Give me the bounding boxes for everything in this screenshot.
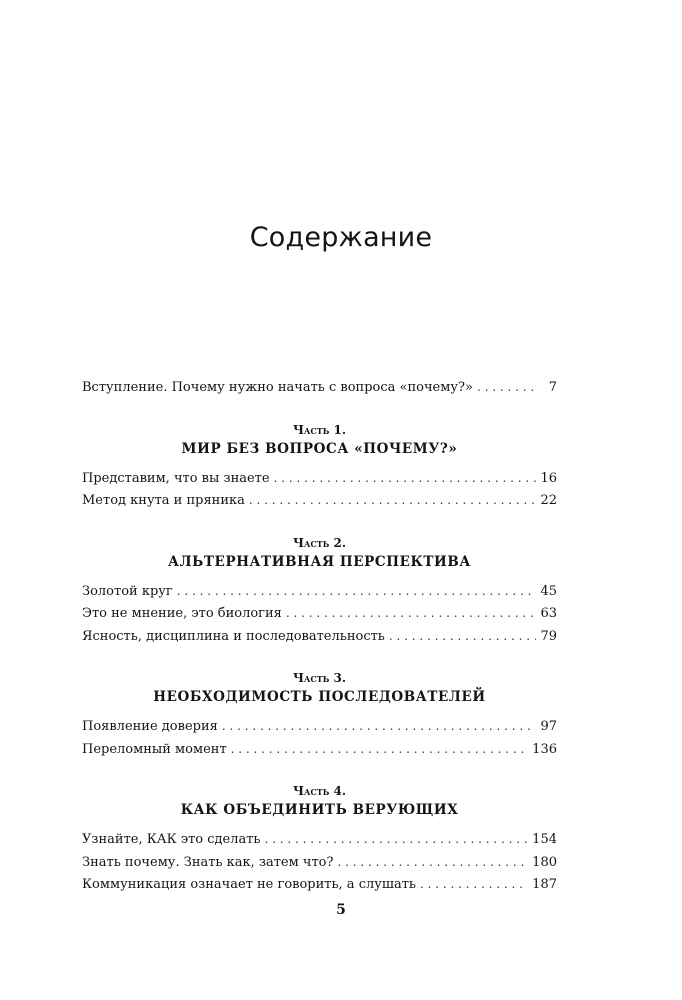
dot-leader	[337, 855, 528, 869]
dot-leader	[231, 742, 529, 756]
toc-entry-page: 63	[540, 606, 557, 621]
dot-leader	[420, 877, 528, 891]
dot-leader	[274, 471, 537, 485]
part-heading-3	[82, 671, 557, 707]
part-title: МИР БЕЗ ВОПРОСА «ПОЧЕМУ?»	[181, 440, 458, 457]
toc-entry-text: Ясность, дисциплина и последовательность	[82, 628, 385, 644]
dot-leader	[265, 832, 529, 846]
toc-entry-text: Представим, что вы знаете	[82, 470, 270, 486]
toc-entry-page: 22	[540, 493, 557, 508]
toc-entry-text: Знать почему. Знать как, затем что?	[82, 854, 334, 870]
toc-entry	[82, 877, 557, 900]
toc-entry-page: 16	[540, 470, 557, 486]
toc-entry-page: 97	[540, 719, 557, 734]
toc-entry-text: Появление доверия	[82, 719, 218, 734]
toc-entry	[82, 493, 557, 516]
part-label: Часть 1.	[292, 422, 347, 437]
part-heading-4	[82, 784, 557, 820]
toc-entry-intro	[82, 380, 557, 403]
toc-entry-page: 79	[540, 628, 557, 644]
part-heading-2	[82, 536, 557, 572]
dot-leader	[286, 606, 537, 620]
toc-entry	[82, 584, 557, 607]
toc-entry	[82, 629, 557, 652]
toc-entry	[82, 742, 557, 765]
toc-entry-text: Вступление. Почему нужно начать с вопроса «почему?»	[82, 380, 473, 395]
part-title: АЛЬТЕРНАТИВНАЯ ПЕРСПЕКТИВА	[168, 553, 471, 570]
dot-leader	[477, 380, 537, 394]
table-of-contents	[82, 380, 557, 900]
toc-entry	[82, 606, 557, 629]
part-label: Часть 4.	[292, 784, 347, 798]
toc-entry-page: 187	[532, 877, 557, 892]
toc-entry-text: Это не мнение, это биология	[82, 606, 282, 621]
page-title: Содержание	[249, 222, 433, 253]
toc-entry	[82, 832, 557, 855]
page-number: 5	[336, 902, 346, 918]
toc-entry-text: Узнайте, КАК это сделать	[82, 832, 261, 847]
toc-entry	[82, 471, 557, 494]
dot-leader	[177, 584, 537, 598]
toc-entry-text: Переломный момент	[82, 741, 227, 757]
part-label: Часть 2.	[292, 535, 347, 550]
toc-entry	[82, 719, 557, 742]
toc-entry-text: Метод кнута и пряника	[82, 493, 245, 508]
toc-entry-page: 45	[540, 583, 557, 599]
part-label: Часть 3.	[292, 671, 347, 685]
toc-entry-page: 180	[532, 854, 557, 870]
dot-leader	[222, 719, 537, 733]
dot-leader	[389, 629, 537, 643]
part-heading-1	[82, 423, 557, 459]
toc-entry	[82, 855, 557, 878]
toc-entry-text: Золотой круг	[82, 583, 173, 599]
dot-leader	[249, 493, 537, 507]
part-title: НЕОБХОДИМОСТЬ ПОСЛЕДОВАТЕЛЕЙ	[153, 689, 486, 705]
toc-entry-page: 154	[532, 832, 557, 847]
toc-entry-page: 7	[548, 380, 557, 395]
part-title: КАК ОБЪЕДИНИТЬ ВЕРУЮЩИХ	[180, 802, 459, 818]
toc-entry-text: Коммуникация означает не говорить, а слушать	[82, 877, 416, 892]
toc-entry-page: 136	[532, 741, 557, 757]
